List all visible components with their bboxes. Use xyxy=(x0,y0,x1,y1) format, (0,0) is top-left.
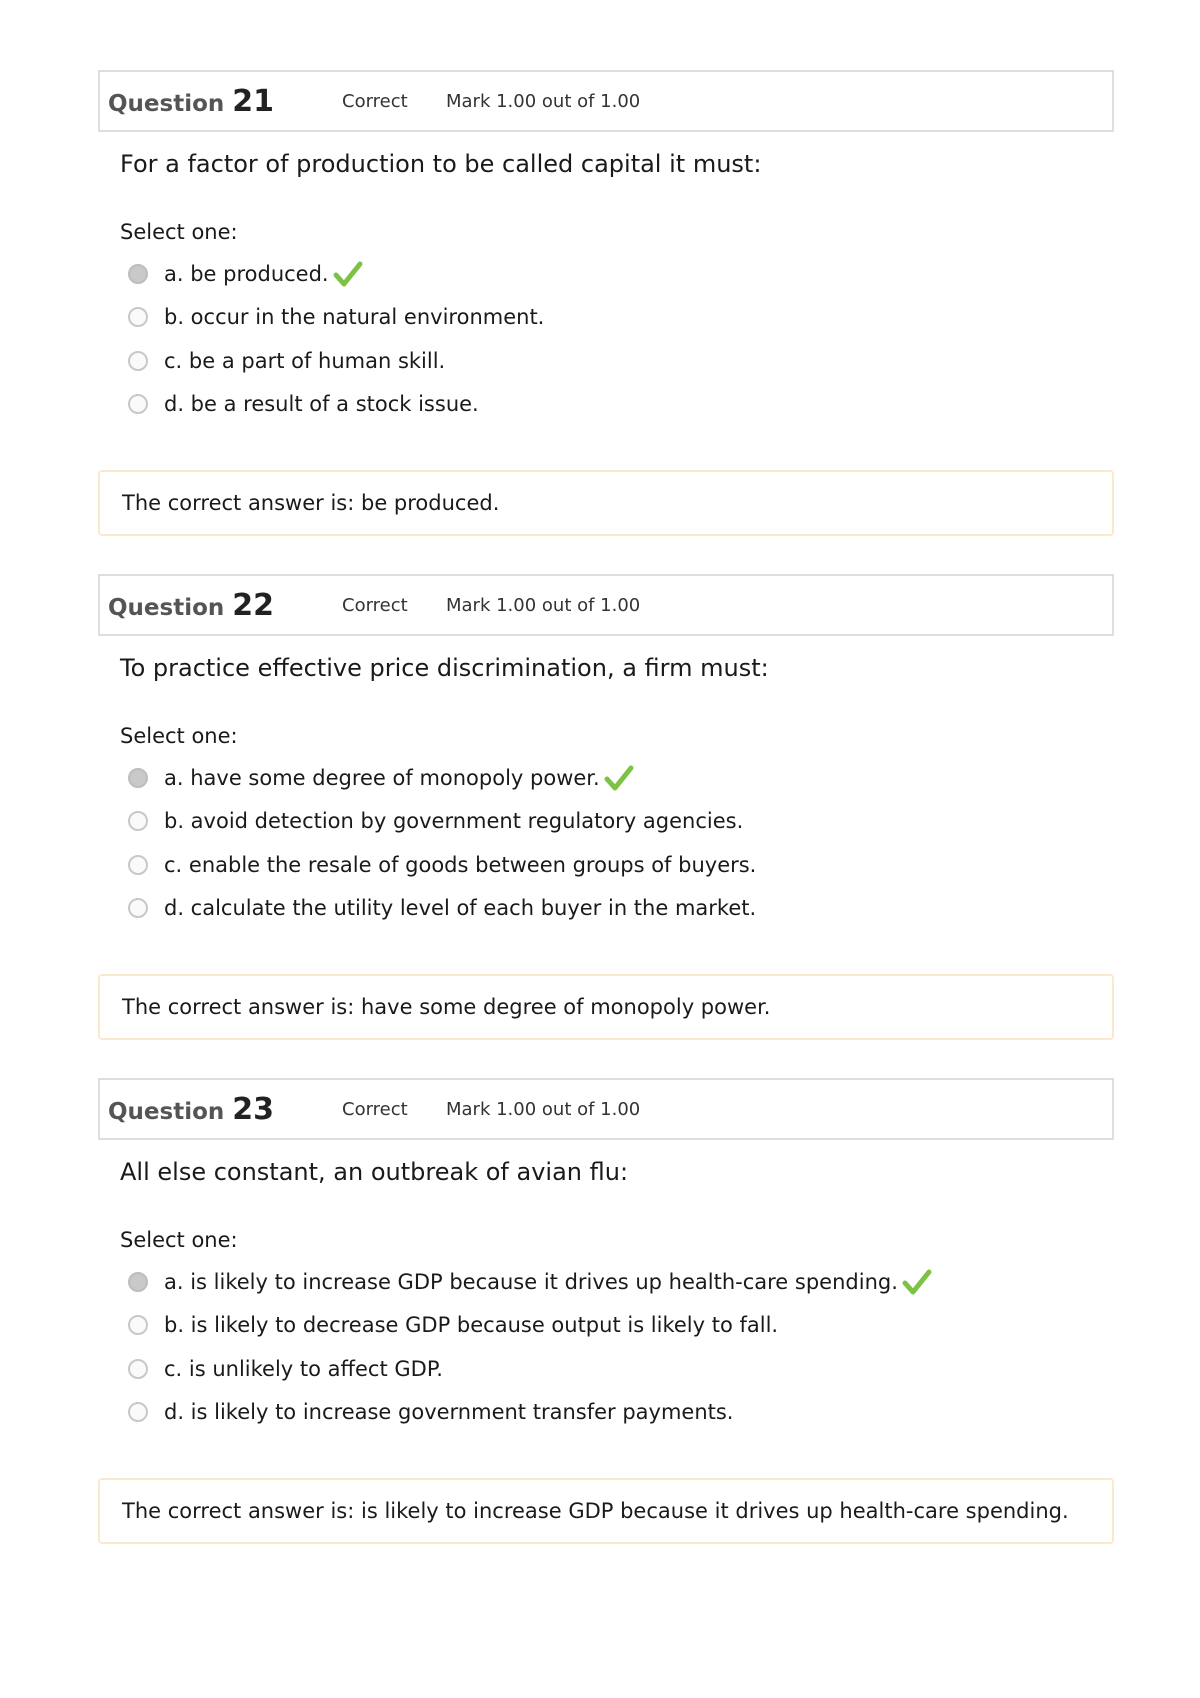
answer-label: a. is likely to increase GDP because it drives up health-care spending. xyxy=(164,1269,898,1294)
radio-icon[interactable] xyxy=(128,768,148,788)
question-state: Correct xyxy=(342,90,408,112)
question-number: 23 xyxy=(232,1091,275,1127)
answer-option-a[interactable] xyxy=(128,252,544,296)
radio-icon[interactable] xyxy=(128,1315,148,1335)
select-one-prompt: Select one: xyxy=(120,1228,238,1252)
question-text: All else constant, an outbreak of avian flu: xyxy=(120,1158,629,1186)
answer-option-b[interactable] xyxy=(128,800,756,844)
question-info xyxy=(98,574,1114,636)
answer-label: d. is likely to increase government transfer payments. xyxy=(164,1400,734,1425)
answer-label: c. be a part of human skill. xyxy=(164,348,446,373)
question-text: To practice effective price discrimination, a firm must: xyxy=(120,654,769,682)
correct-answer-feedback xyxy=(98,1478,1114,1544)
answer-label: d. be a result of a stock issue. xyxy=(164,392,479,417)
answer-label: b. avoid detection by government regulatory agencies. xyxy=(164,809,744,834)
answer-list xyxy=(128,756,756,930)
answer-label: a. have some degree of monopoly power. xyxy=(164,765,600,790)
radio-icon[interactable] xyxy=(128,811,148,831)
radio-icon[interactable] xyxy=(128,898,148,918)
question-grade: Mark 1.00 out of 1.00 xyxy=(446,594,641,616)
answer-label: c. enable the resale of goods between groups of buyers. xyxy=(164,852,757,877)
answer-list xyxy=(128,1260,932,1434)
question-label: Question 23 xyxy=(108,1091,275,1127)
answer-option-a[interactable] xyxy=(128,1260,932,1304)
answer-option-c[interactable] xyxy=(128,339,544,383)
radio-icon[interactable] xyxy=(128,351,148,371)
feedback-text: The correct answer is: is likely to increase GDP because it drives up health-care spending. xyxy=(122,1499,1069,1523)
radio-icon[interactable] xyxy=(128,1272,148,1292)
correct-answer-feedback xyxy=(98,470,1114,536)
answer-label: c. is unlikely to affect GDP. xyxy=(164,1356,443,1381)
question-grade: Mark 1.00 out of 1.00 xyxy=(446,1098,641,1120)
answer-label: d. calculate the utility level of each buyer in the market. xyxy=(164,896,757,921)
answer-option-c[interactable] xyxy=(128,843,756,887)
question-21 xyxy=(98,70,1114,515)
radio-icon[interactable] xyxy=(128,1359,148,1379)
feedback-text: The correct answer is: be produced. xyxy=(122,491,500,515)
answer-option-a[interactable] xyxy=(128,756,756,800)
question-text: For a factor of production to be called capital it must: xyxy=(120,150,762,178)
question-23 xyxy=(98,1078,1114,1523)
radio-icon[interactable] xyxy=(128,855,148,875)
radio-icon[interactable] xyxy=(128,264,148,284)
check-icon xyxy=(333,260,363,288)
answer-label: a. be produced. xyxy=(164,261,329,286)
radio-icon[interactable] xyxy=(128,1402,148,1422)
radio-icon[interactable] xyxy=(128,394,148,414)
answer-option-b[interactable] xyxy=(128,1304,932,1348)
select-one-prompt: Select one: xyxy=(120,220,238,244)
question-info xyxy=(98,70,1114,132)
question-label: Question 22 xyxy=(108,587,275,623)
answer-option-b[interactable] xyxy=(128,296,544,340)
answer-option-c[interactable] xyxy=(128,1347,932,1391)
check-icon xyxy=(902,1268,932,1296)
answer-label: b. is likely to decrease GDP because output is likely to fall. xyxy=(164,1313,779,1338)
answer-option-d[interactable] xyxy=(128,1391,932,1435)
feedback-text: The correct answer is: have some degree of monopoly power. xyxy=(122,995,771,1019)
question-state: Correct xyxy=(342,594,408,616)
question-number: 21 xyxy=(232,83,275,119)
question-grade: Mark 1.00 out of 1.00 xyxy=(446,90,641,112)
question-state: Correct xyxy=(342,1098,408,1120)
radio-icon[interactable] xyxy=(128,307,148,327)
answer-option-d[interactable] xyxy=(128,887,756,931)
answer-label: b. occur in the natural environment. xyxy=(164,305,545,330)
answer-list xyxy=(128,252,544,426)
question-label: Question 21 xyxy=(108,83,275,119)
question-info xyxy=(98,1078,1114,1140)
question-22 xyxy=(98,574,1114,1019)
correct-answer-feedback xyxy=(98,974,1114,1040)
question-number: 22 xyxy=(232,587,275,623)
select-one-prompt: Select one: xyxy=(120,724,238,748)
check-icon xyxy=(604,764,634,792)
answer-option-d[interactable] xyxy=(128,383,544,427)
